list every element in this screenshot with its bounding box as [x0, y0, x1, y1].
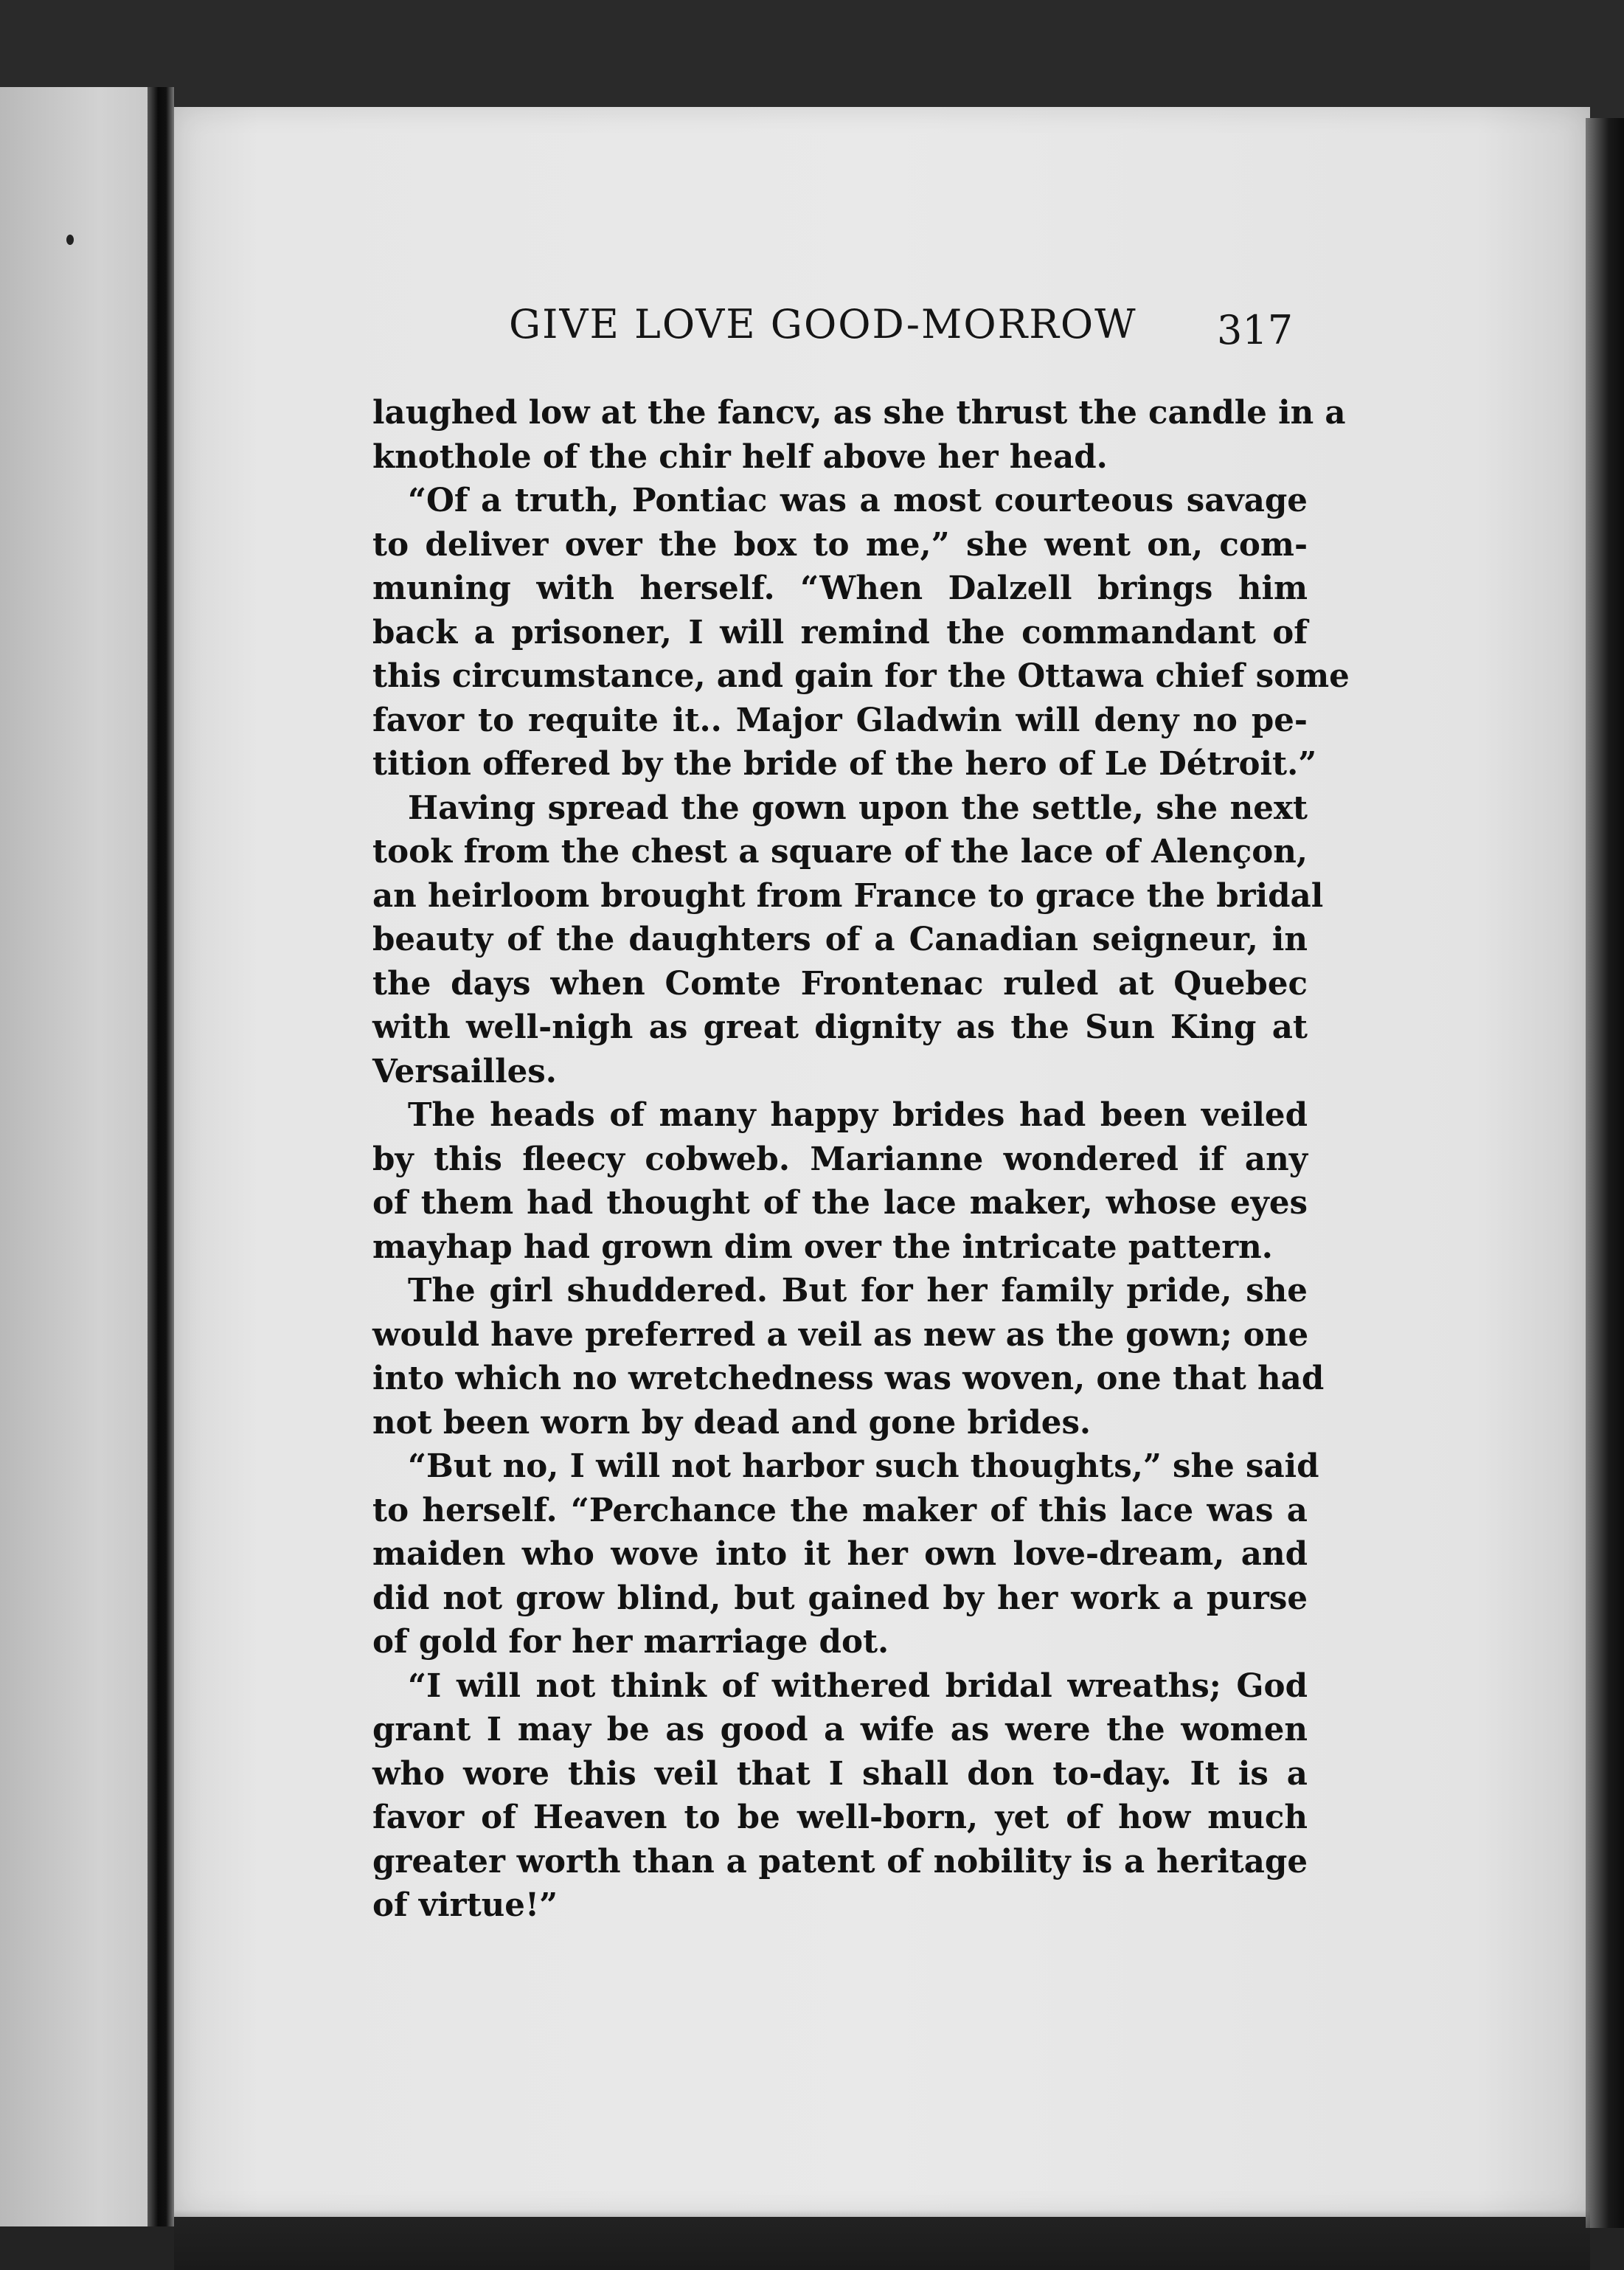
text-line: back a prisoner, I will remind the commandant of	[372, 613, 1308, 651]
text-line: “Of a truth, Pontiac was a most courteous savage	[408, 482, 1308, 519]
text-line: grant I may be as good a wife as were the women	[372, 1711, 1308, 1748]
text-line: did not grow blind, but gained by her work a purse	[372, 1579, 1308, 1617]
text-line: not been worn by dead and gone brides.	[372, 1403, 1092, 1442]
text-line: this circumstance, and gain for the Ottawa chief some	[372, 657, 1350, 695]
text-line: would have preferred a veil as new as the gown; one	[372, 1315, 1309, 1354]
text-line: Versailles.	[372, 1052, 557, 1090]
facing-page-edge	[0, 87, 166, 2226]
text-line: tition offered by the bride of the hero of Le Détroit.”	[372, 745, 1317, 783]
text-line: maiden who wove into it her own love-dream, and	[372, 1535, 1308, 1573]
page-bottom-shadow	[174, 2210, 1590, 2270]
text-line: of them had thought of the lace maker, whose eyes	[372, 1184, 1308, 1222]
text-line: favor of Heaven to be well-born, yet of how much	[372, 1799, 1308, 1836]
text-line: of gold for her marriage dot.	[372, 1623, 889, 1661]
text-line: The heads of many happy brides had been veiled	[408, 1096, 1308, 1134]
page-header	[509, 301, 1320, 353]
text-line: greater worth than a patent of nobility is a heritage	[372, 1842, 1308, 1880]
page-number: 317	[1217, 307, 1294, 353]
text-line: Having spread the gown upon the settle, she next	[408, 789, 1308, 827]
text-line: beauty of the daughters of a Canadian seigneur, in	[372, 921, 1308, 958]
text-line: the days when Comte Frontenac ruled at Quebec	[372, 964, 1308, 1003]
text-line: an heirloom brought from France to grace the bridal	[372, 876, 1324, 915]
book-gutter	[148, 87, 174, 2226]
text-line: The girl shuddered. But for her family pride, she	[408, 1272, 1308, 1309]
text-line: into which no wretchedness was woven, one that had	[372, 1360, 1325, 1397]
page-edge-shadow	[1586, 118, 1624, 2228]
running-head: GIVE LOVE GOOD-MORROW	[509, 301, 1137, 347]
text-line: “I will not think of withered bridal wreaths; God	[408, 1667, 1308, 1705]
text-line: to deliver over the box to me,” she went on, com-	[372, 525, 1308, 564]
text-line: to herself. “Perchance the maker of this lace was a	[372, 1491, 1308, 1529]
ink-speck	[66, 235, 74, 245]
text-line: by this fleecy cobweb. Marianne wondered if any	[372, 1140, 1308, 1178]
text-line: “But no, I will not harbor such thoughts,” she said	[408, 1447, 1319, 1485]
text-line: with well-nigh as great dignity as the Sun King at	[372, 1008, 1308, 1046]
text-line: favor to requite it.. Major Gladwin will deny no pe-	[372, 701, 1308, 739]
text-line: mayhap had grown dim over the intricate pattern.	[372, 1228, 1273, 1266]
text-line: muning with herself. “When Dalzell brings him	[372, 570, 1308, 607]
text-line: took from the chest a square of the lace of Alençon,	[372, 833, 1308, 871]
body-text	[372, 391, 1350, 1928]
text-line: who wore this veil that I shall don to-day. It is a	[372, 1754, 1308, 1793]
text-line: knothole of the chir helf above her head.	[372, 437, 1108, 476]
text-line: laughed low at the fancv, as she thrust the candle in a	[372, 394, 1346, 432]
text-line: of virtue!”	[372, 1886, 558, 1924]
